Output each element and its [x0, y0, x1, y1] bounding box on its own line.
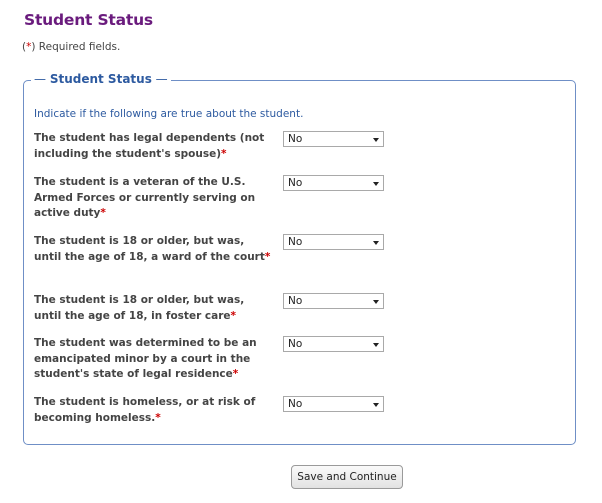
legend-text: Student Status	[49, 72, 152, 86]
dropdown-arrow-icon	[373, 182, 379, 186]
select-value: No	[288, 398, 303, 410]
dropdown-arrow-icon	[373, 300, 379, 304]
save-and-continue-button[interactable]: Save and Continue	[291, 465, 403, 489]
question-homeless	[34, 395, 274, 426]
page-title: Student Status	[24, 11, 153, 29]
legal-dependents-select[interactable]	[283, 131, 384, 147]
question-veteran	[34, 175, 274, 222]
required-star: *	[155, 411, 161, 424]
dropdown-arrow-icon	[373, 241, 379, 245]
homeless-select[interactable]	[283, 396, 384, 412]
required-star: *	[230, 309, 237, 322]
required-note-open: (	[22, 41, 27, 53]
legend-line-mark-right: —	[151, 72, 168, 86]
select-value: No	[288, 338, 303, 350]
dropdown-arrow-icon	[373, 343, 379, 347]
question-foster-care	[34, 293, 274, 324]
legend-line-mark: —	[34, 72, 50, 86]
select-value: No	[288, 133, 303, 145]
veteran-select[interactable]	[283, 175, 384, 191]
question-text: The student is a veteran of the U.S. Armed Forces or currently serving on active duty	[34, 176, 256, 219]
select-value: No	[288, 236, 303, 248]
required-star: *	[26, 41, 32, 53]
question-text: The student is homeless, or at risk of becoming homeless.	[34, 396, 256, 424]
question-text: The student is 18 or older, but was, until the age of 18, in foster care	[34, 294, 245, 322]
question-emancipated-minor	[34, 336, 274, 383]
dropdown-arrow-icon	[373, 403, 379, 407]
required-note-text: ) Required fields.	[31, 41, 121, 53]
dropdown-arrow-icon	[373, 138, 379, 142]
required-fields-note	[22, 41, 120, 53]
instructions-text: Indicate if the following are true about the student.	[34, 108, 304, 120]
question-ward-of-court	[34, 234, 274, 265]
student-status-fieldset	[23, 72, 576, 445]
select-value: No	[288, 295, 303, 307]
ward-of-court-select[interactable]	[283, 234, 384, 250]
question-legal-dependents	[34, 131, 274, 162]
required-star: *	[100, 207, 106, 219]
question-text: The student is 18 or older, but was, until the age of 18, a ward of the court	[34, 235, 265, 263]
emancipated-minor-select[interactable]	[283, 336, 384, 352]
required-star: *	[232, 368, 239, 380]
required-star: *	[221, 147, 227, 160]
question-text: The student was determined to be an emancipated minor by a court in the student's state of legal residence	[34, 337, 257, 380]
foster-care-select[interactable]	[283, 293, 384, 309]
required-star: *	[264, 250, 271, 263]
fieldset-legend	[31, 72, 171, 86]
select-value: No	[288, 177, 303, 189]
question-text: The student has legal dependents (not including the student's spouse)	[34, 132, 265, 160]
